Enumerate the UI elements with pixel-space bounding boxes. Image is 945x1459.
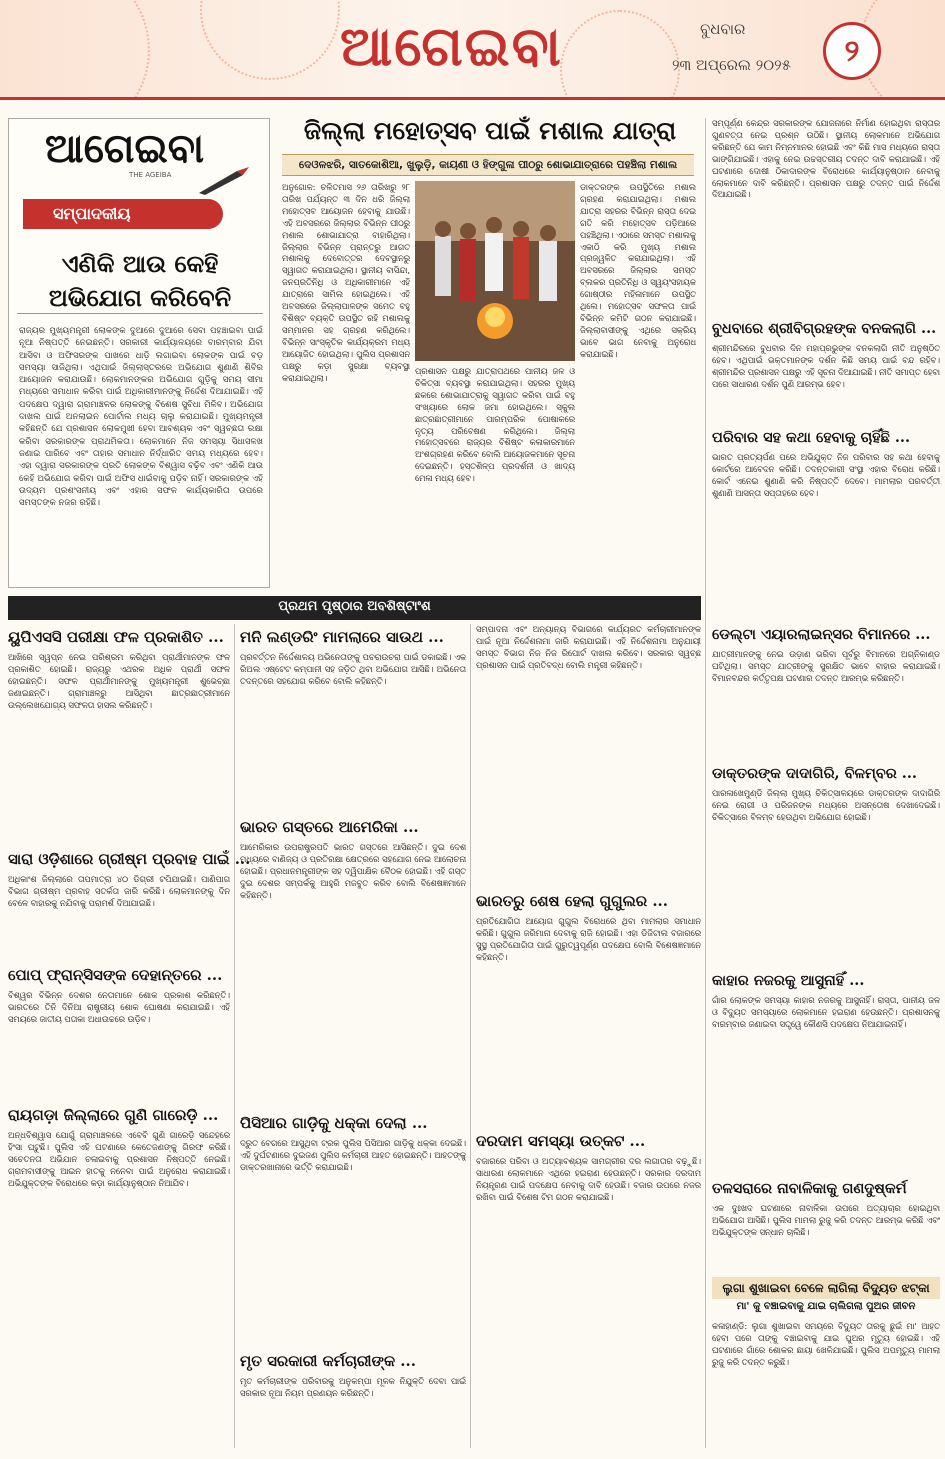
ceremony-photo — [415, 181, 575, 361]
main-subhead: ଦେଓଳଝରି, ସାତକୋଶିଆ, ଖୁଲୁଡ଼ି, କାୟଣୀ ଓ ହିଙ୍ଗୁଳା ପୀଠରୁ ଶୋଭାଯାତ୍ରାରେ ପହଞ୍ଚିଲା ମଶାଲ — [282, 154, 694, 176]
story-upsc-text: ଆଖିରେ ସ୍ୱପ୍ନ ନେଇ ପରିଶ୍ରମ କରିଥିବା ପ୍ରାର୍ଥୀମାନଙ୍କ ଫଳ ପ୍ରକାଶିତ ହୋଇଛି। ରାଜ୍ୟରୁ ଏଥରକ ଅଧିକ ପ୍ରାର୍ଥୀ ସଫଳ ହୋଇଛନ୍ତି। ସଫଳ ପ୍ରାର୍ଥୀମାନଙ୍କୁ ମୁଖ୍ୟମନ୍ତ୍ରୀ ଶୁଭେଚ୍ଛା ଜଣାଇଛନ୍ତି। ଗ୍ରାମାଞ୍ଚଳରୁ ଆସିଥିବା ଛାତ୍ରଛାତ୍ରୀମାନେ ଉଲ୍ଲେଖଯୋଗ୍ୟ ସଫଳତା ହାସଲ କରିଛନ୍ତି। — [8, 652, 230, 710]
box-title: ଲୁଗା ଶୁଖାଇବା ବେଳେ ଲାଗିଲା ବିଦ୍ୟୁତ ଝଟ୍କା — [712, 1277, 940, 1299]
masthead-title: ଆଗେଇବା — [340, 14, 563, 78]
bottom-news-box — [712, 1277, 940, 1447]
story-america-visit-text: ଆମେରିକାର ଉପରାଷ୍ଟ୍ରପତି ଭାରତ ଗସ୍ତରେ ଆସିଛନ୍ତି। ଦୁଇ ଦେଶ ମଧ୍ୟରେ ବାଣିଜ୍ୟ ଓ ପ୍ରତିରକ୍ଷା କ୍ଷେତ୍ରରେ ସହଯୋଗ ନେଇ ଆଲୋଚନା ହୋଇଛି। ପ୍ରଧାନମନ୍ତ୍ରୀଙ୍କ ସହ ଦ୍ୱିପାକ୍ଷିକ ବୈଠକ ହୋଇଛି। ଏହି ଗସ୍ତ ଦୁଇ ଦେଶର ସମ୍ପର୍କକୁ ଆହୁରି ମଜବୁତ କରିବ ବୋଲି ବିଶେଷଜ୍ଞମାନେ କହିଛନ୍ତି। — [240, 842, 466, 900]
main-story-col1: ଅନୁଗୋଳ: ଚଳିତମାସ ୨୬ ତାରିଖରୁ ୨୮ ତାରିଖ ପର୍ଯ୍ୟନ୍ତ ୩ ଦିନ ଧରି ଜିଲ୍ଲା ମହୋତ୍ସବ ଆୟୋଜନ ହେବାକୁ ଯାଉଛି। ଏହି ଅବସରରେ ଜିଲ୍ଲାର ବିଭିନ୍ନ ପୀଠରୁ ମଶାଲ ଶୋଭାଯାତ୍ରା ବାହାରିଥିଲା। ଜିଲ୍ଲାର ବିଭିନ୍ନ ପ୍ରାନ୍ତରୁ ଆଗତ ମଶାଲକୁ ଦେବୋତ୍ତର ଦେବସ୍ଥାନରୁ ସ୍ୱାଗତ କରାଯାଇଥିଲା। ସ୍ଥାନୀୟ ବାସିନ୍ଦା, ଜନପ୍ରତିନିଧି ଓ ଅଧିକାରୀମାନେ ଏହି ଯାତ୍ରାରେ ସାମିଲ ହୋଇଥିଲେ। ଏହି ଅବସରରେ ଜିଲ୍ଲାପାଳଙ୍କ ସମେତ ବହୁ ବିଶିଷ୍ଟ ବ୍ୟକ୍ତି ଉପସ୍ଥିତ ରହି ମଶାଲକୁ ସମ୍ମାନର ସହ ଗ୍ରହଣ କରିଥିଲେ। ବିଭିନ୍ନ ସାଂସ୍କୃତିକ କାର୍ଯ୍ୟକ୍ରମ ମଧ୍ୟ ଆୟୋଜିତ ହୋଇଥିଲା। ପୁଲିସ ପ୍ରଶାସନ ପକ୍ଷରୁ କଡ଼ା ସୁରକ୍ଷା ବ୍ୟବସ୍ଥା କରାଯାଇଥିଲା। — [282, 182, 410, 383]
section-banner — [8, 596, 701, 620]
divider — [705, 118, 706, 1448]
right-story4-head: ଡାକ୍ତରଙ୍କ ଦାଦାଗିରି, ବିଳମ୍ବର ... — [712, 765, 917, 782]
story-pcr-text: ଦ୍ରୁତ ବେଗରେ ଆସୁଥିବା ଟ୍ରକ ପୁଲିସ ପିସିଆର ଗାଡ଼ିକୁ ଧକ୍କା ଦେଇଛି। ଏହି ଦୁର୍ଘଟଣାରେ ଦୁଇଜଣ ପୁଲିସ କର୍ମଚାରୀ ଆହତ ହୋଇଛନ୍ତି। ଆହତଙ୍କୁ ଡାକ୍ତରଖାନାରେ ଭର୍ତ୍ତି କରାଯାଇଛି। — [240, 1138, 466, 1172]
right-top-text: ସମ୍ପୂର୍ଣ୍ଣ କେନ୍ଦ୍ର ସରକାରଙ୍କ ଯୋଜନାରେ ନିର୍ମାଣ ହୋଇଥିବା ରାସ୍ତାର ଗୁଣବତ୍ତା ନେଇ ପ୍ରଶ୍ନ ଉଠିଛି। ସ୍ଥାନୀୟ ଲୋକମାନେ ଅଭିଯୋଗ କରିଛନ୍ତି ଯେ କାମ ନିମ୍ନମାନର ହୋଇଛି ଏବଂ କିଛି ମାସ ମଧ୍ୟରେ ରାସ୍ତା ଭାଙ୍ଗିଯାଇଛି। ଏହାକୁ ନେଇ ଉଚ୍ଚସ୍ତରୀୟ ତଦନ୍ତ ଦାବି କରାଯାଇଛି। ଏହି ଘଟଣାରେ ଦୋଷୀ ଠିକାଦାରଙ୍କ ବିରୋଧରେ କାର୍ଯ୍ୟାନୁଷ୍ଠାନ ନେବାକୁ ଲୋକମାନେ ଦାବି କରିଛନ୍ତି। ପ୍ରଶାସନ ପକ୍ଷରୁ ତଦନ୍ତ ପାଇଁ ନିର୍ଦ୍ଦେଶ ଦିଆଯାଇଛି। — [712, 118, 940, 200]
story-pope-text: ବିଶ୍ୱର ବିଭିନ୍ନ ଦେଶର ନେତାମାନେ ଶୋକ ପ୍ରକାଶ କରିଛନ୍ତି। ଭାରତରେ ତିନି ଦିନିଆ ରାଷ୍ଟ୍ରୀୟ ଶୋକ ଘୋଷଣା କରାଯାଇଛି। ଏହି ସମୟରେ ଜାତୀୟ ପତାକା ଅଧାଉଚ୍ଚରେ ଉଡ଼ିବ। — [8, 990, 230, 1024]
main-story-col2: ପ୍ରଶାସନ ପକ୍ଷରୁ ଯାତ୍ରାପଥରେ ପାନୀୟ ଜଳ ଓ ଚିକିତ୍ସା ବ୍ୟବସ୍ଥା କରାଯାଇଥିଲା। ସହରର ମୁଖ୍ୟ ଛକରେ ଶୋଭାଯାତ୍ରାକୁ ସ୍ୱାଗତ କରିବା ପାଇଁ ବହୁ ସଂଖ୍ୟାରେ ଲୋକ ଜମା ହୋଇଥିଲେ। ସ୍କୁଲ ଛାତ୍ରଛାତ୍ରୀମାନେ ପାରମ୍ପରିକ ପୋଷାକରେ ନୃତ୍ୟ ପରିବେଷଣ କରିଥିଲେ। ଜିଲ୍ଲା ମହୋତ୍ସବରେ ରାଜ୍ୟର ବିଶିଷ୍ଟ କଳାକାରମାନେ ଅଂଶଗ୍ରହଣ କରିବେ ବୋଲି ଆୟୋଜକମାନେ ସୂଚନା ଦେଇଛନ୍ତି। ହସ୍ତଶିଳ୍ପ ପ୍ରଦର୍ଶନୀ ଓ ଖାଦ୍ୟ ମେଳା ମଧ୍ୟ ହେବ। — [415, 366, 575, 484]
right-story6-head: ତଳସରାରେ ନାବାଳିକାକୁ ଗଣଦୁଷ୍କର୍ମ — [712, 1180, 907, 1197]
main-headline: ଜିଲ୍ଲା ମହୋତ୍ସବ ପାଇଁ ମଶାଲ ଯାତ୍ରା — [303, 116, 677, 145]
right-story5-head: କାହାର ନଜରକୁ ଆସୁନାହିଁ ... — [712, 972, 865, 989]
divider — [17, 313, 263, 314]
story-google-text: ପ୍ରତିଯୋଗିତା ଆୟୋଗ ଗୁଗୁଲ ବିରୋଧରେ ଥିବା ମାମଲାର ସମାଧାନ କରିଛି। ଗୁଗୁଲ ଜରିମାନା ଦେବାକୁ ରାଜି ହୋଇଛି। ଏହା ଡିଜିଟାଲ ବଜାରରେ ସୁସ୍ଥ ପ୍ରତିଯୋଗିତା ପାଇଁ ଗୁରୁତ୍ୱପୂର୍ଣ୍ଣ ପଦକ୍ଷେପ ବୋଲି ବିଶେଷଜ୍ଞମାନେ କହିଛନ୍ତି। — [476, 916, 701, 962]
story-price-head: ଦରଦାମ ସମସ୍ୟା ଉତ୍କଟ ... — [476, 1132, 646, 1150]
story-money-laundering-head: ମନି ଲଣ୍ଡରିଂ ମାମଲାରେ ସାଉଥ ... — [240, 628, 444, 646]
story-google-head: ଭାରତରୁ ଶେଷ ହେଲା ଗୁଗୁଲର ... — [476, 892, 669, 910]
story-rayagada-text: ଅନ୍ଧବିଶ୍ୱାସ ଯୋଗୁଁ ଗ୍ରାମାଞ୍ଚଳରେ ଏବେବି ଗୁଣି ଗାରେଡ଼ି ସନ୍ଦେହରେ ହିଂସା ଘଟୁଛି। ପୁଲିସ ଏହି ଘଟଣାରେ କେତେଜଣଙ୍କୁ ଗିରଫ କରିଛି। ସଚେତନତା ଅଭିଯାନ ଚଳାଇବାକୁ ପ୍ରଶାସନ ନିଷ୍ପତ୍ତି ନେଇଛି। ଗ୍ରାମବାସୀଙ୍କୁ ଆଇନ ହାତକୁ ନନେବା ପାଇଁ ଅନୁରୋଧ କରାଯାଇଛି। ଅଭିଯୁକ୍ତଙ୍କ ବିରୋଧରେ କଡ଼ା କାର୍ଯ୍ୟାନୁଷ୍ଠାନ ନିଆଯିବ। — [8, 1130, 230, 1188]
editorial-logo: ଆଗେଇବା — [45, 125, 205, 172]
right-story3-text: ଯାତ୍ରୀମାନଙ୍କୁ ନେଇ ଉଡ଼ାଣ ଭରିବା ପୂର୍ବରୁ ବିମାନରେ ଅଗ୍ନିକାଣ୍ଡ ଘଟିଥିଲା। ସମସ୍ତ ଯାତ୍ରୀଙ୍କୁ ସୁରକ୍ଷିତ ଭାବେ ବାହାର କରାଯାଇଛି। ବିମାନବନ୍ଦର କର୍ତ୍ତୃପକ୍ଷ ଘଟଣାର ତଦନ୍ତ ଆରମ୍ଭ କରିଛନ୍ତି। — [712, 649, 940, 683]
story-pcr-head: ପିସିଆର ଗାଡ଼ିକୁ ଧକ୍କା ଦେଲା ... — [240, 1114, 428, 1132]
page-number: ୨ — [823, 22, 881, 80]
editorial-body: ରାଜ୍ୟର ମୁଖ୍ୟମନ୍ତ୍ରୀ ଲୋକଙ୍କ ଦୁଆରେ ଦୁଆରେ ସେବା ପହଞ୍ଚାଇବା ପାଇଁ ନୂଆ ନିଷ୍ପତ୍ତି ନେଇଛନ୍ତି। ସରକାରୀ କାର୍ଯ୍ୟାଳୟରେ ବାରମ୍ବାର ଯିବା ଆସିବା ଓ ଅଫିସରଙ୍କ ପାଖରେ ଧାଡ଼ି ଲଗାଇବା ଲୋକଙ୍କ ପାଇଁ ବଡ଼ ସମସ୍ୟା ସାଜିଥିଲା। ଏଥିପାଇଁ ଜିଲ୍ଲାସ୍ତରରେ ଅଭିଯୋଗ ଶୁଣାଣି ଶିବିର ଆୟୋଜନ କରାଯାଉଛି। ଲୋକମାନଙ୍କର ଅଭିଯୋଗ ଗୁଡ଼ିକୁ ସମୟ ସୀମା ମଧ୍ୟରେ ସମାଧାନ କରିବା ପାଇଁ ଅଧିକାରୀମାନଙ୍କୁ ନିର୍ଦ୍ଦେଶ ଦିଆଯାଇଛି। ଏହି ପଦକ୍ଷେପ ଦ୍ୱାରା ଗ୍ରାମାଞ୍ଚଳର ଲୋକଙ୍କୁ ବିଶେଷ ସୁବିଧା ମିଳିବ। ଅଭିଯୋଗ ଦାଖଲ ପାଇଁ ଅନଲାଇନ ପୋର୍ଟାଲ ମଧ୍ୟ ଚାଲୁ କରାଯାଇଛି। ମୁଖ୍ୟମନ୍ତ୍ରୀ କହିଛନ୍ତି ଯେ ପ୍ରଶାସନ ଲୋକମୁଖୀ ହେବା ଆବଶ୍ୟକ ଏବଂ ସ୍ୱଚ୍ଛତା ରକ୍ଷା କରିବା ସରକାରଙ୍କ ପ୍ରାଥମିକତା। ଲୋକମାନେ ନିଜ ସମସ୍ୟା ସିଧାସଳଖ ଜଣାଇ ପାରିବେ ଏବଂ ତାହାର ସମାଧାନ ନିର୍ଦ୍ଧାରିତ ସମୟ ମଧ୍ୟରେ ହେବ। ଏହା ଦ୍ୱାରା ସରକାରଙ୍କ ପ୍ରତି ଲୋକଙ୍କ ବିଶ୍ୱାସ ବଢ଼ିବ ଏବଂ ଏଣିକି ଆଉ କେହି ଅଭିଯୋଗ କରିବା ପାଇଁ ଅଫିସ ଧାଇଁବାକୁ ପଡ଼ିବ ନାହିଁ। ସରକାରଙ୍କ ଏହି ଉଦ୍ୟମ ପ୍ରଶଂସନୀୟ ଏବଂ ଏହାର ସଫଳ କାର୍ଯ୍ୟକାରିତା ଉପରେ ସମସ୍ତଙ୍କ ନଜର ରହିଛି। — [19, 326, 263, 509]
mandala-decoration — [200, 0, 340, 80]
pen-icon — [197, 165, 255, 195]
masthead-day: ବୁଧବାର — [700, 20, 746, 38]
right-story5-text: ଗାଁର ଲୋକଙ୍କ ସମସ୍ୟା କାହାର ନଜରକୁ ଆସୁନାହିଁ। ରାସ୍ତା, ପାନୀୟ ଜଳ ଓ ବିଦ୍ୟୁତ ସମସ୍ୟାରେ ଲୋକମାନେ ହଇରାଣ ହେଉଛନ୍ତି। ପ୍ରଶାସନକୁ ବାରମ୍ବାର ଜଣାଇବା ସତ୍ତ୍ୱେ କୌଣସି ପଦକ୍ଷେପ ନିଆଯାଇନାହିଁ। — [712, 995, 940, 1029]
right-story2-text: ଭାରତ ପ୍ରତ୍ୟର୍ପଣ ପରେ ଅଭିଯୁକ୍ତ ନିଜ ପରିବାର ସହ କଥା ହେବାକୁ କୋର୍ଟରେ ଆବେଦନ କରିଛି। ତଦନ୍ତକାରୀ ସଂସ୍ଥା ଏହାର ବିରୋଧ କରିଛି। କୋର୍ଟ ଏନେଇ ଶୁଣାଣି କରି ନିଷ୍ପତ୍ତି ଦେବେ। ମାମଲାର ପରବର୍ତ୍ତୀ ଶୁଣାଣି ଆସନ୍ତା ସପ୍ତାହରେ ହେବ। — [712, 452, 940, 498]
mandala-decoration — [560, 10, 680, 100]
box-text: କଳାହାଣ୍ଡି: ଲୁଗା ଶୁଖାଇବା ସମୟରେ ବିଦ୍ୟୁତ ତାରକୁ ଛୁଇଁ ମା' ଆହତ ହେବା ପରେ ତାଙ୍କୁ ବଞ୍ଚାଇବାକୁ ଯାଇ ପୁଅର ମୃତ୍ୟୁ ହୋଇଛି। ଏହି ଘଟଣାରେ ଗାଁରେ ଶୋକର ଛାୟା ଖେଳିଯାଇଛି। ପୁଲିସ ଅପମୃତ୍ୟୁ ମାମଲା ରୁଜୁ କରି ତଦନ୍ତ କରୁଛି। — [712, 1321, 940, 1367]
editorial-box — [8, 118, 270, 588]
editorial-headline: ଏଣିକି ଆଉ କେହି ଅଭିଯୋଗ କରିବେନି — [48, 249, 232, 312]
story-price-text: ବଜାରରେ ପରିବା ଓ ଅତ୍ୟାବଶ୍ୟକ ସାମଗ୍ରୀର ଦର ଲଗାତାର ବଢ଼ୁଛି। ସାଧାରଣ ଲୋକମାନେ ଏଥିରେ ହଇରାଣ ହେଉଛନ୍ତି। ସରକାର ଦରଦାମ ନିୟନ୍ତ୍ରଣ ପାଇଁ ପଦକ୍ଷେପ ନେବାକୁ ଦାବି ହେଉଛି। ବଜାର ଉପରେ ନଜର ରଖିବା ପାଇଁ ବିଶେଷ ଟିମ ଗଠନ କରାଯାଇଛି। — [476, 1156, 701, 1202]
masthead-date: ୨୩ ଅପ୍ରେଲ ୨୦୨୫ — [672, 56, 791, 74]
editorial-logo-sub: THE AGEIBA — [129, 171, 172, 179]
right-story2-head: ପରିବାର ସହ କଥା ହେବାକୁ ଚାହିଁଛି ... — [712, 429, 911, 446]
box-subtitle: ମା' କୁ ବଞ୍ଚାଇବାକୁ ଯାଇ ଚାଲିଗଲା ପୁଅର ଜୀବନ — [736, 1301, 916, 1312]
divider — [234, 624, 235, 1448]
story-heatwave-text: ଅଧିକାଂଶ ଜିଲ୍ଲାରେ ତାପମାତ୍ରା ୪୦ ଡିଗ୍ରୀ ଟପିଯାଇଛି। ପାଣିପାଗ ବିଭାଗ ଗ୍ରୀଷ୍ମ ପ୍ରବାହ ସତର୍କତା ଜାରି କରିଛି। ଲୋକମାନଙ୍କୁ ଦିନ ବେଳେ ବାହାରକୁ ନଯିବାକୁ ପରାମର୍ଶ ଦିଆଯାଇଛି। — [8, 874, 230, 908]
right-story6-text: ଏକ ଦୁଃଖଦ ଘଟଣାରେ ନାବାଳିକା ଉପରେ ଅତ୍ୟାଚାର ହୋଇଥିବା ଅଭିଯୋଗ ଆସିଛି। ପୁଲିସ ମାମଲା ରୁଜୁ କରି ତଦନ୍ତ ଆରମ୍ଭ କରିଛି ଏବଂ ଅଭିଯୁକ୍ତଙ୍କ ସନ୍ଧାନ ଚାଲିଛି। — [712, 1203, 940, 1237]
story-heatwave-head: ସାରା ଓଡ଼ିଶାରେ ଗ୍ରୀଷ୍ମ ପ୍ରବାହ ପାଇଁ ... — [8, 850, 251, 868]
right-story3-head: ଡେଲ୍ଟା ଏୟାରଲାଇନ୍ସର ବିମାନରେ ... — [712, 626, 931, 643]
story-continued-text: ସମ୍ପାଦନା ଏବଂ ଅନ୍ୟାନ୍ୟ ବିଭାଗରେ କାର୍ଯ୍ୟରତ କର୍ମଚାରୀମାନଙ୍କ ପାଇଁ ନୂଆ ନିର୍ଦ୍ଦେଶନାମା ଜାରି କରାଯାଇଛି। ଏହି ନିର୍ଦ୍ଦେଶନାମା ଅନୁଯାୟୀ ସମସ୍ତ ବିଭାଗ ନିଜ ନିଜ ରିପୋର୍ଟ ଦାଖଲ କରିବେ। ସରକାର ସ୍ୱଚ୍ଛ ପ୍ରଶାସନ ପାଇଁ ପ୍ରତିବଦ୍ଧ ବୋଲି ମନ୍ତ୍ରୀ କହିଛନ୍ତି। — [476, 624, 701, 670]
story-america-visit-head: ଭାରତ ଗସ୍ତରେ ଆମେରିକା ... — [240, 818, 419, 836]
editorial-label: ସମ୍ପାଦକୀୟ — [23, 199, 223, 229]
story-employee-text: ମୃତ କର୍ମଚାରୀଙ୍କ ପରିବାରକୁ ଅନୁକମ୍ପା ମୂଳକ ନିଯୁକ୍ତି ଦେବା ପାଇଁ ସରକାର ନୂଆ ନିୟମ ପ୍ରଣୟନ କରିଛନ୍ତି। — [240, 1376, 466, 1398]
right-story4-text: ପାରଳାଖେମୁଣ୍ଡି ଜିଲ୍ଲା ମୁଖ୍ୟ ଚିକିତ୍ସାଳୟରେ ଡାକ୍ତରଙ୍କ ଦାଦାଗିରି ନେଇ ରୋଗୀ ଓ ପରିଜନଙ୍କ ମଧ୍ୟରେ ଅସନ୍ତୋଷ ଦେଖାଦେଇଛି। ଚିକିତ୍ସାରେ ବିଳମ୍ବ ହେଉଥିବା ଅଭିଯୋଗ ହୋଇଛି। — [712, 788, 940, 822]
mandala-decoration — [0, 0, 150, 100]
divider — [470, 624, 471, 1448]
story-money-laundering-text: ପ୍ରବର୍ତ୍ତନ ନିର୍ଦ୍ଦେଶାଳୟ ଅଭିନେତାଙ୍କୁ ପଚରାଉଚରା ପାଇଁ ଡକାଇଛି। ଏକ ରିଅଲ ଏଷ୍ଟେଟ କମ୍ପାନୀ ସହ ଜଡ଼ିତ ଥିବା ଅଭିଯୋଗ ଆସିଛି। ଅଭିନେତା ତଦନ୍ତରେ ସହଯୋଗ କରିବେ ବୋଲି କହିଛନ୍ତି। — [240, 652, 466, 686]
section-banner-label: ପ୍ରଥମ ପୃଷ୍ଠାର ଅବଶିଷ୍ଟାଂଶ — [278, 599, 431, 614]
story-employee-head: ମୃତ ସରକାରୀ କର୍ମଚାରୀଙ୍କ ... — [240, 1352, 416, 1370]
story-rayagada-head: ରାୟଗଡ଼ା ଜିଲ୍ଲାରେ ଗୁଣି ଗାରେଡ଼ି ... — [8, 1106, 219, 1124]
masthead — [0, 0, 945, 100]
story-upsc-head: ୟୁପିଏସସି ପରୀକ୍ଷା ଫଳ ପ୍ରକାଶିତ ... — [8, 628, 224, 646]
main-story-col3: ଡାକ୍ତରଙ୍କ ଉପସ୍ଥିତିରେ ମଶାଲ ଗ୍ରହଣ କରାଯାଇଥିଲା। ମଶାଲ ଯାତ୍ରା ସହରର ବିଭିନ୍ନ ରାସ୍ତା ଦେଇ ଗତି କରି ମହୋତ୍ସବ ପଡ଼ିଆରେ ପହଞ୍ଚିଥିଲା। ଏଠାରେ ସମସ୍ତ ମଶାଲକୁ ଏକାଠି କରି ମୁଖ୍ୟ ମଶାଲ ପ୍ରଜ୍ୱଳିତ କରାଯାଇଥିଲା। ଏହି ଅବସରରେ ଜିଲ୍ଲାର ସମସ୍ତ ବ୍ଲକର ପ୍ରତିନିଧି ଓ ସ୍ୱୟଂସହାୟକ ଗୋଷ୍ଠୀର ମହିଳାମାନେ ଉପସ୍ଥିତ ଥିଲେ। ମହୋତ୍ସବ ସଫଳତା ପାଇଁ ବିଭିନ୍ନ କମିଟି ଗଠନ କରାଯାଇଛି। ଜିଲ୍ଲାବାସୀଙ୍କୁ ଏଥିରେ ସକ୍ରିୟ ଭାବେ ଭାଗ ନେବାକୁ ଅନୁରୋଧ କରାଯାଇଛି। — [580, 182, 696, 359]
right-story1-text: ଶ୍ରୀମନ୍ଦିରରେ ବୁଧବାର ଦିନ ମହାପ୍ରଭୁଙ୍କ ବନକଲାଗି ନୀତି ଅନୁଷ୍ଠିତ ହେବ। ଏଥିପାଇଁ ଭକ୍ତମାନଙ୍କ ଦର୍ଶନ କିଛି ସମୟ ପାଇଁ ବନ୍ଦ ରହିବ। ଶ୍ରୀମନ୍ଦିର ପ୍ରଶାସନ ପକ୍ଷରୁ ଏହି ସୂଚନା ଦିଆଯାଇଛି। ନୀତି ସମାପ୍ତ ହେବା ପରେ ସାଧାରଣ ଦର୍ଶନ ପୁଣି ଆରମ୍ଭ ହେବ। — [712, 343, 940, 389]
story-pope-head: ପୋପ୍ ଫ୍ରାନ୍ସିସଙ୍କ ଦେହାନ୍ତରେ ... — [8, 966, 223, 984]
right-story1-head: ବୁଧବାରେ ଶ୍ରୀବିଗ୍ରହଙ୍କ ବନକଲାଗି ... — [712, 320, 937, 337]
